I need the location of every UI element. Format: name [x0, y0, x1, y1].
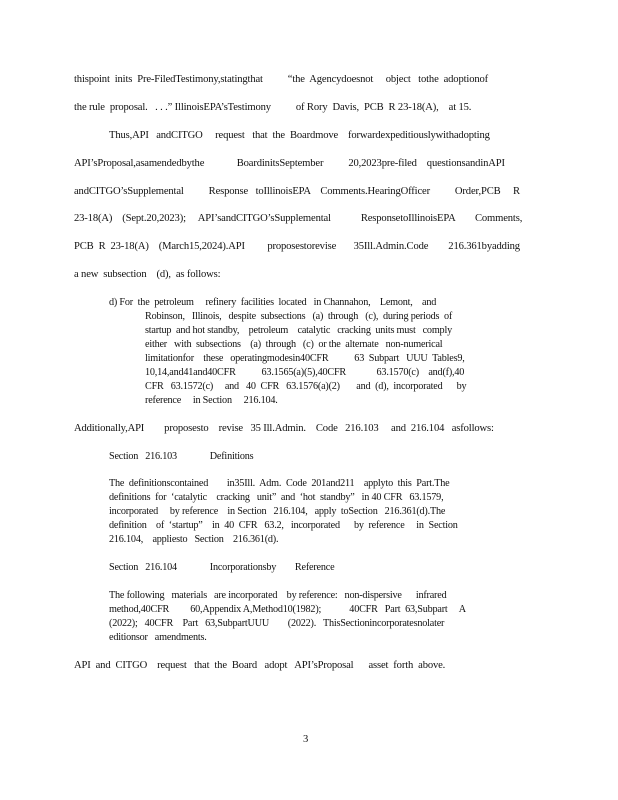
paragraph-2-line-5: PCB R 23-18(A) (March15,2024).API proposestorevise 35Ill.Admin.Code 216.361byadding — [74, 241, 520, 252]
quote-d-line-5: limitationfor these operatingmodesin40CFR 63 Subpart UUU Tables9, — [145, 353, 465, 364]
quote-d-line-6: 10,14,and41and40CFR 63.1565(a)(5),40CFR 63.1570(c) and(f),40 — [145, 367, 465, 378]
section-216-103-heading: Section 216.103 Definitions — [109, 451, 254, 462]
section-216-103-line-4: definition of ‘startup” in 40 CFR 63.2, incorporated by reference in Section — [109, 520, 458, 531]
quote-d-line-3: startup and hot standby, petroleum catalytic cracking units must comply — [145, 325, 452, 336]
paragraph-2-line-2: API’sProposal,asamendedbythe BoardinitsSeptember 20,2023pre-filed questionsandinAPI — [74, 158, 505, 169]
quote-d-line-2: Robinson, Illinois, despite subsections (a) through (c), during periods of — [145, 311, 453, 322]
paragraph-3-line-1: Additionally,API proposesto revise 35 Ill.Admin. Code 216.103 and 216.104 asfollows: — [74, 423, 494, 434]
quote-d-line-4: either with subsections (a) through (c) or the alternate non-numerical — [145, 339, 443, 350]
quote-d-line-8: reference in Section 216.104. — [145, 395, 278, 406]
section-216-104-line-3: (2022); 40CFR Part 63,SubpartUUU (2022). ThisSectionincorporatesnolater — [109, 618, 445, 629]
section-216-104-line-4: editionsor amendments. — [109, 632, 207, 643]
page-number: 3 — [303, 734, 309, 745]
quote-d-line-7: CFR 63.1572(c) and 40 CFR 63.1576(a)(2) and (d), incorporated by — [145, 381, 467, 392]
paragraph-2-line-3: andCITGO’sSupplemental Response toIllinoisEPA Comments.HearingOfficer Order,PCB R — [74, 186, 520, 197]
paragraph-1-line-2: the rule proposal. . . .” IllinoisEPA’sTestimony of Rory Davis, PCB R 23-18(A), at 15. — [74, 102, 472, 113]
section-216-103-line-2: definitions for ‘catalytic cracking unit” and ‘hot standby” in 40 CFR 63.1579, — [109, 492, 444, 503]
section-216-104-heading: Section 216.104 Incorporationsby Reference — [109, 562, 335, 573]
section-216-104-line-1: The following materials are incorporated by reference: non-dispersive infrared — [109, 590, 447, 601]
closing-paragraph: API and CITGO request that the Board adopt API’sProposal asset forth above. — [74, 660, 446, 671]
section-216-103-line-1: The definitionscontained in35Ill. Adm. Code 201and211 applyto this Part.The — [109, 478, 450, 489]
section-216-104-line-2: method,40CFR 60,Appendix A,Method10(1982); 40CFR Part 63,Subpart A — [109, 604, 466, 615]
paragraph-2-line-4: 23-18(A) (Sept.20,2023); API’sandCITGO’sSupplemental ResponsetoIllinoisEPA Comments, — [74, 213, 523, 224]
quote-d-line-1: d) For the petroleum refinery facilities located in Channahon, Lemont, and — [109, 297, 437, 308]
section-216-103-line-5: 216.104, appliesto Section 216.361(d). — [109, 534, 279, 545]
paragraph-2-line-6: a new subsection (d), as follows: — [74, 269, 221, 280]
paragraph-2-line-1: Thus,API andCITGO request that the Boardmove forwardexpeditiouslywithadopting — [109, 130, 490, 141]
paragraph-1-line-1: thispoint inits Pre-FiledTestimony,statingthat “the Agencydoesnot object tothe adoptionof — [74, 74, 489, 85]
section-216-103-line-3: incorporated by reference in Section 216.104, apply toSection 216.361(d).The — [109, 506, 446, 517]
